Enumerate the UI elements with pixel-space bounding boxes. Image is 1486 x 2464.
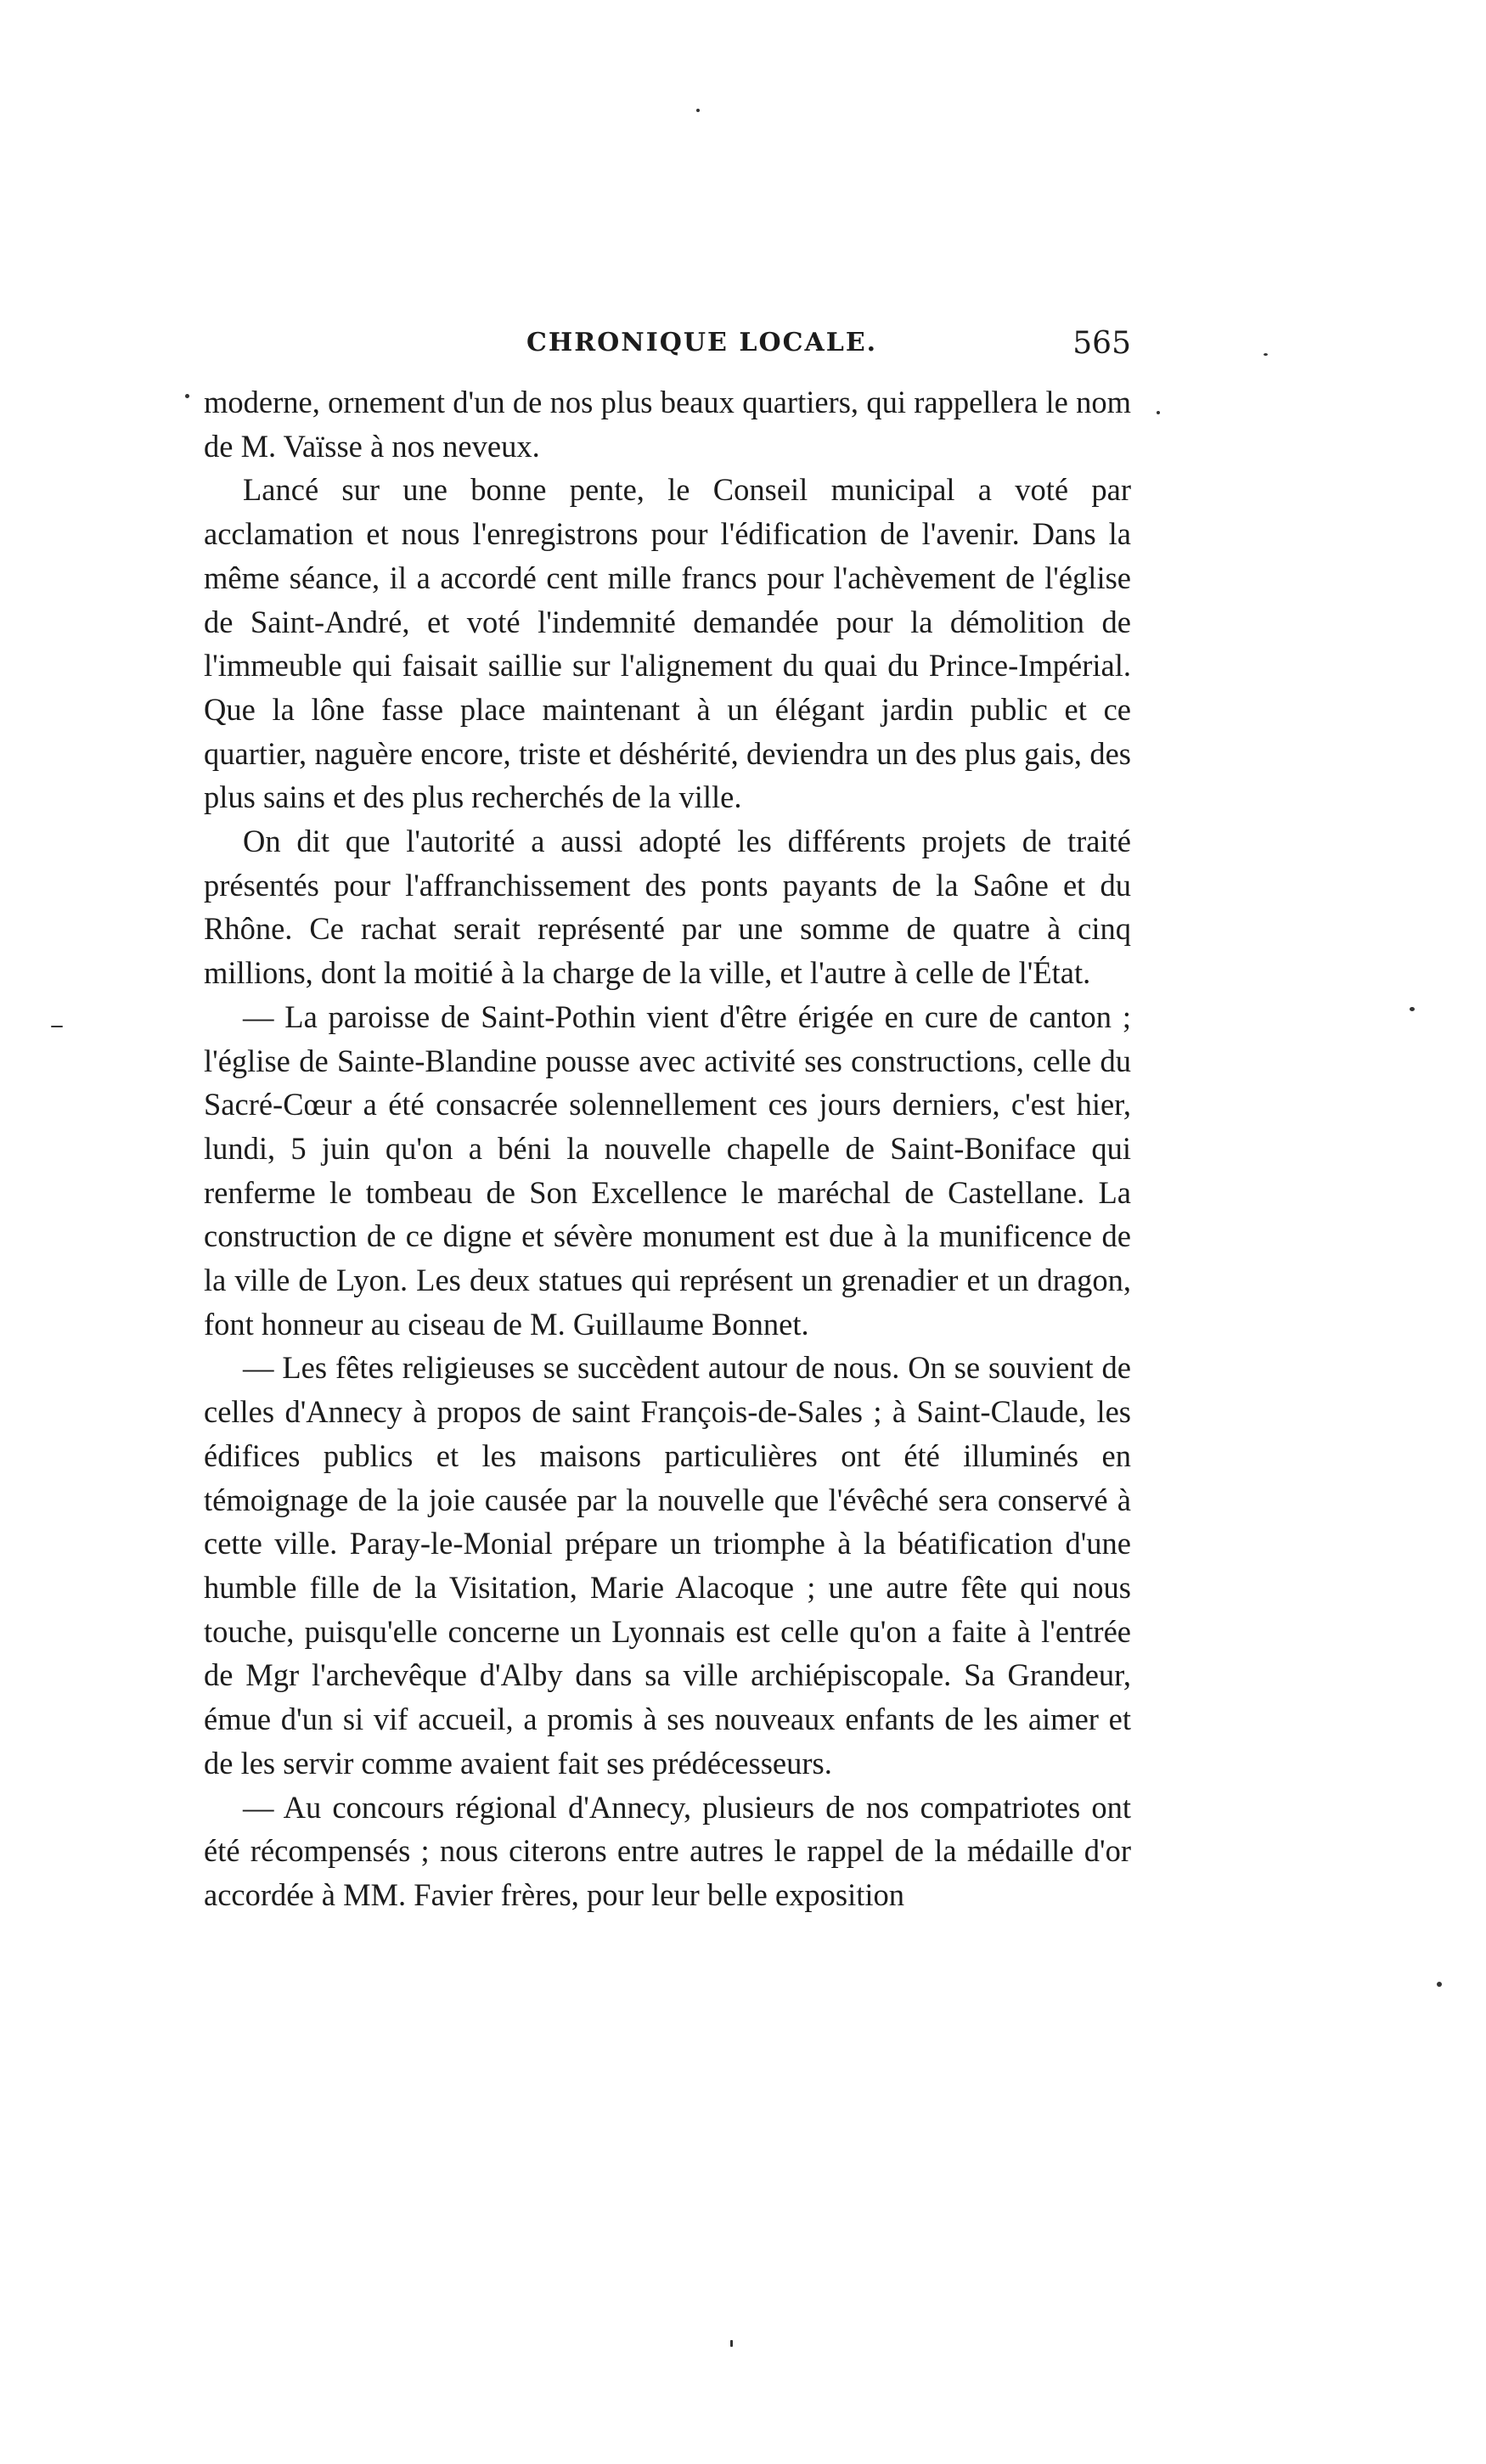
- paragraph-continued: moderne, ornement d'un de nos plus beaux quartiers, qui rappellera le nom de M. Vaïsse à nos neveux.: [204, 385, 1131, 464]
- scan-speck: [1264, 353, 1268, 356]
- scan-speck: [185, 394, 189, 398]
- scan-speck: [1437, 1982, 1442, 1987]
- scan-speck: [51, 1026, 63, 1027]
- scan-speck: [1157, 411, 1160, 414]
- scan-speck: [1410, 1007, 1415, 1011]
- paragraph-toll-bridges: On dit que l'autorité a aussi adopté les différents projets de traité présentés pour l'affranchissement des ponts payants de la Saône et du Rhône. Ce rachat serait représenté par une somme de quatre à cinq millions, dont la moitié à la charge de la ville, et l'autre à celle de l'État.: [204, 824, 1131, 991]
- paragraph-religious-festivals: — Les fêtes religieuses se succèdent autour de nous. On se souvient de celles d'Annecy à propos de saint François-de-Sales ; à Saint-Claude, les édifices publics et les maisons particulières ont été illuminés en témoignage de la joie causée par la nouvelle que l'évêché sera conservé à cette ville. Paray-le-Monial prépare un triomphe à la béatification d'une humble fille de la Visitation, Marie Alacoque ; une autre fête qui nous touche, puisqu'elle concerne un Lyonnais est celle qu'on a faite à l'entrée de Mgr l'archevêque d'Alby dans sa ville archiépiscopale. Sa Grandeur, émue d'un si vif accueil, a promis à ses nouveaux enfants de les aimer et de les servir comme avaient fait ses prédécesseurs.: [204, 1350, 1131, 1780]
- paragraph-municipal-council: Lancé sur une bonne pente, le Conseil municipal a voté par acclamation et nous l'enregistrons pour l'édification de l'avenir. Dans la même séance, il a accordé cent mille francs pour l'achèvement de l'église de Saint-André, et voté l'indemnité demandée pour la démolition de l'immeuble qui faisait saillie sur l'alignement du quai du Prince-Impérial. Que la lône fasse place maintenant à un élégant jardin public et ce quartier, naguère encore, triste et déshérité, deviendra un des plus gais, des plus sains et des plus recherchés de la ville.: [204, 472, 1131, 815]
- scan-speck: [696, 109, 700, 112]
- scan-speck: [730, 2340, 733, 2347]
- body-text: [204, 380, 1131, 1917]
- page-header: [204, 319, 1131, 370]
- running-title: CHRONIQUE LOCALE.: [526, 328, 878, 357]
- page-number: 565: [1072, 326, 1131, 361]
- paragraph-regional-competition: — Au concours régional d'Annecy, plusieurs de nos compatriotes ont été récompensés ; nous citerons entre autres le rappel de la médaille d'or accordée à MM. Favier frères, pour leur belle exposition: [204, 1789, 1131, 1912]
- paragraph-parishes: — La paroisse de Saint-Pothin vient d'être érigée en cure de canton ; l'église de Sainte-Blandine pousse avec activité ses constructions, celle du Sacré-Cœur a été consacrée solennellement ces jours derniers, c'est hier, lundi, 5 juin qu'on a béni la nouvelle chapelle de Saint-Boniface qui renferme le tombeau de Son Excellence le maréchal de Castellane. La construction de ce digne et sévère monument est due à la munificence de la ville de Lyon. Les deux statues qui représent un grenadier et un dragon, font honneur au ciseau de M. Guillaume Bonnet.: [204, 999, 1131, 1342]
